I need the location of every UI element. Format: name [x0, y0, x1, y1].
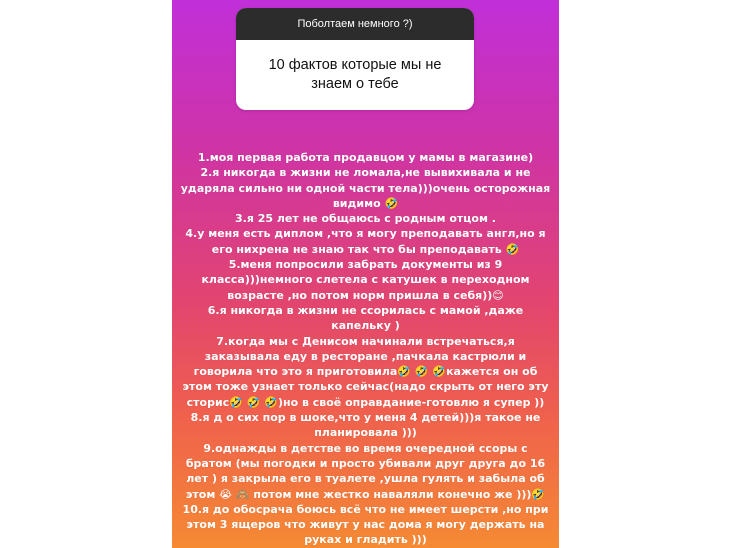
fact-item: 9.однажды в детстве во время очередной ссоры с братом (мы погодки и просто убивали друг друга до 16 лет ) я закрыла его в туалете ,ушла гулять и забыла об этом 😭 🙈 потом мне жестко наваляли конечно же )))🤣: [185, 441, 546, 501]
fact-item: 1.моя первая работа продавцом у мамы в магазине): [197, 151, 534, 164]
fact-item: 3.я 25 лет не общаюсь с родным отцом .: [235, 212, 496, 226]
fact-item: 7.когда мы с Денисом начинали встречаться,я заказывала еду в ресторане ,пачкала кастрюли и говорила что это я приготовила🤣 🤣 🤣кажется он об этом тоже узнает только сейчас(надо скрыть от него эту сторис🤣 🤣 🤣)но в своё оправдание-готовлю я супер )): [182, 334, 549, 409]
question-sticker[interactable]: [236, 8, 474, 110]
fact-item: 6.я никогда в жизни не ссорилась с мамой ,даже капельку ): [207, 303, 524, 333]
question-header: Поболтаем немного ?): [236, 8, 474, 40]
fact-item: 5.меня попросили забрать документы из 9 класса)))немного слетела с катушек в переходном возрасте ,но потом норм пришла в себя))😊: [201, 258, 530, 302]
question-answer: 10 фактов которые мы не знаем о тебе: [268, 57, 442, 92]
fact-item: 10.я до обосрача боюсь всё что не имеет шерсти ,но при этом 3 ящеров что живут у нас дома я могу держать на руках и гладить ))): [182, 502, 549, 547]
fact-item: 8.я д о сих пор в шоке,что у меня 4 детей)))я такое не планировала ))): [190, 411, 541, 440]
fact-item: 2.я никогда в жизни не ломала,не вывихивала и не ударяла сильно ни одной части тела)))очень осторожная видимо 🤣: [180, 166, 551, 210]
story-frame: [172, 0, 559, 548]
facts-text: [180, 150, 551, 548]
fact-item: 4.у меня есть диплом ,что я могу преподавать англ,но я его нихрена не знаю так что бы преподавать 🤣: [185, 227, 546, 256]
